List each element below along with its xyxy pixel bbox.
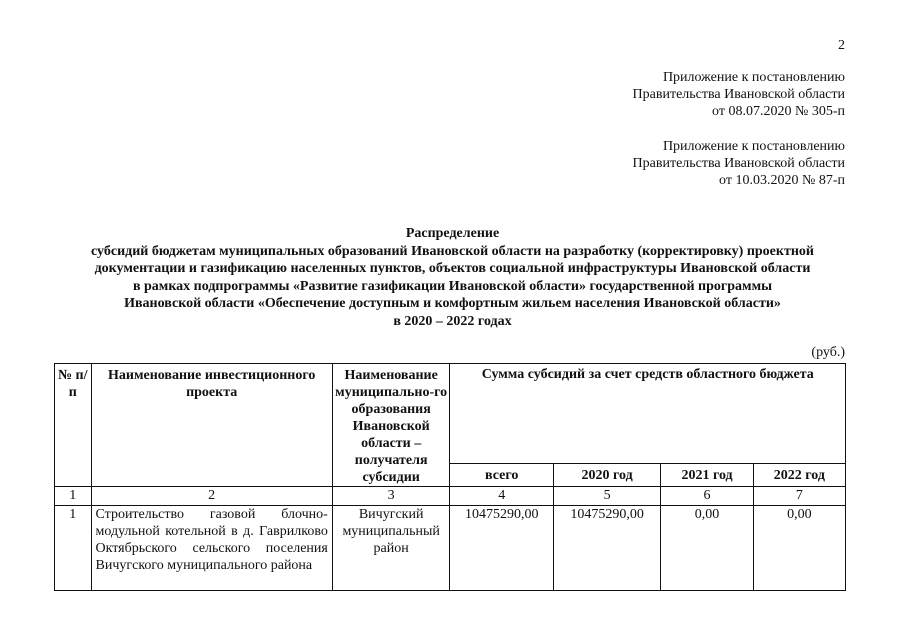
- header-total: всего: [450, 464, 553, 487]
- col-number: 5: [553, 487, 660, 506]
- col-number: 6: [661, 487, 753, 506]
- col-number: 2: [91, 487, 332, 506]
- header-sum: Сумма субсидий за счет средств областного бюджета: [450, 364, 846, 464]
- sum-2022: 0,00: [753, 506, 845, 591]
- title-line-5: Ивановской области «Обеспечение доступным и комфортным жильем населения Ивановской области»: [124, 296, 781, 311]
- project-name: Строительство газовой блочно-модульной котельной в д. Гаврилково Октябрьского сельского поселения Вичугского муниципального района: [91, 506, 332, 591]
- annex-block-2: [633, 138, 845, 189]
- sum-2021: 0,00: [661, 506, 753, 591]
- municipality-name: Вичугский муниципальный район: [332, 506, 450, 591]
- header-num: № п/п: [55, 364, 92, 487]
- document-title: [40, 225, 865, 330]
- header-2020: 2020 год: [553, 464, 660, 487]
- title-line-2: субсидий бюджетам муниципальных образований Ивановской области на разработку (корректировку) проектной: [91, 243, 814, 259]
- header-municipality: Наименование муниципально-го образования Ивановской области – получателя субсидии: [332, 364, 450, 487]
- col-number: 4: [450, 487, 553, 506]
- col-number: 3: [332, 487, 450, 506]
- header-project: Наименование инвестиционного проекта: [91, 364, 332, 487]
- page-number: 2: [838, 38, 845, 53]
- title-line-4: в рамках подпрограммы «Развитие газификации Ивановской области» государственной программы: [132, 278, 773, 294]
- row-number: 1: [55, 506, 92, 591]
- annex-1-line-2: Правительства Ивановской области: [632, 87, 845, 102]
- subsidy-table: [54, 363, 846, 591]
- header-2022: 2022 год: [753, 464, 845, 487]
- column-number-row: [55, 487, 846, 506]
- title-line-1: Распределение: [405, 226, 500, 241]
- title-line-3: документации и газификацию населенных пунктов, объектов социальной инфраструктуры Ивановской области: [94, 261, 811, 276]
- sum-total: 10475290,00: [450, 506, 553, 591]
- annex-block-1: [633, 69, 845, 120]
- sum-2020: 10475290,00: [553, 506, 660, 591]
- annex-1-line-3: от 08.07.2020 № 305-п: [712, 104, 845, 119]
- annex-2-line-2: Правительства Ивановской области: [632, 156, 845, 171]
- header-2021: 2021 год: [661, 464, 753, 487]
- annex-1-line-1: Приложение к постановлению: [662, 70, 845, 85]
- currency-unit: (руб.): [811, 345, 845, 360]
- col-number: 7: [753, 487, 845, 506]
- annex-2-line-1: Приложение к постановлению: [662, 139, 845, 154]
- title-line-6: в 2020 – 2022 годах: [393, 313, 512, 329]
- annex-2-line-3: от 10.03.2020 № 87-п: [719, 173, 845, 188]
- col-number: 1: [55, 487, 92, 506]
- table-row: [55, 506, 846, 591]
